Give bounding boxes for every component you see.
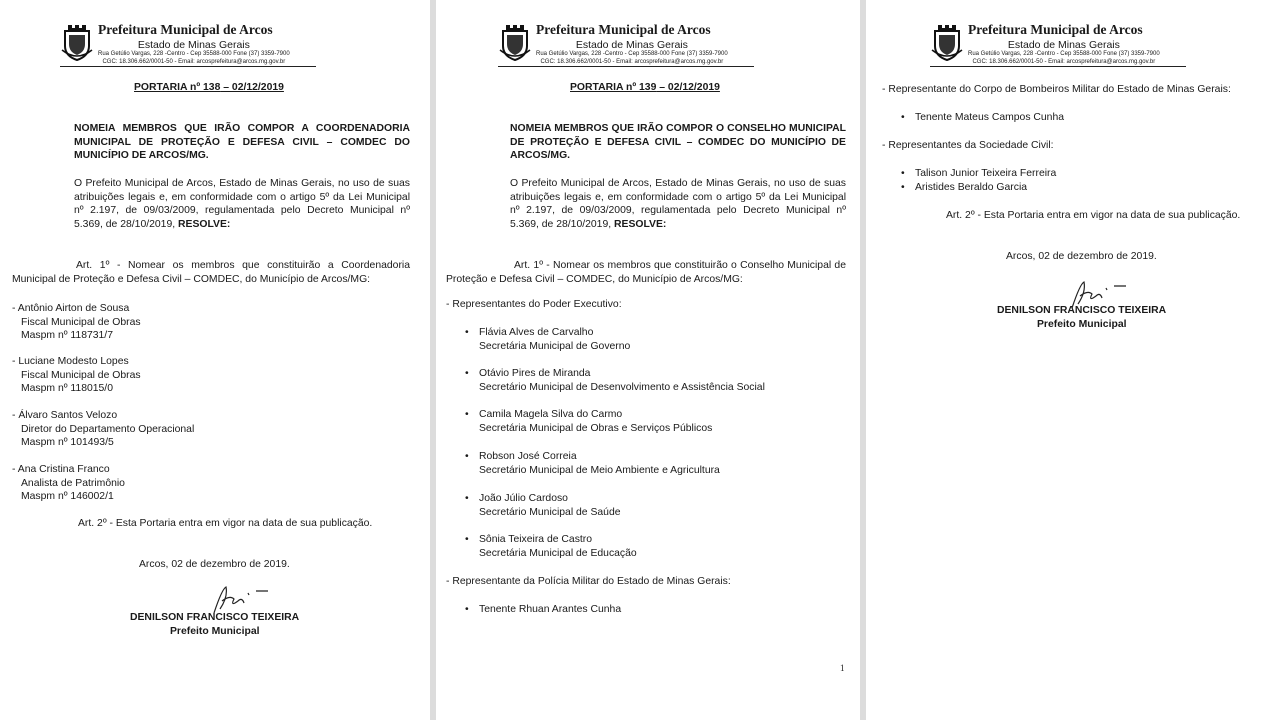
article-2: Art. 2º - Esta Portaria entra em vigor na data de sua publicação. xyxy=(78,518,373,529)
member-item: • Robson José Correia Secretário Municipal de Meio Ambiente e Agricultura xyxy=(479,450,720,477)
letterhead-contact: CGC: 18.306.662/0001-50 - Email: arcosprefeitura@arcos.mg.gov.br xyxy=(540,58,724,65)
letterhead-rule xyxy=(498,66,754,67)
exec-heading: - Representantes do Poder Executivo: xyxy=(446,299,622,310)
civil-heading: - Representantes da Sociedade Civil: xyxy=(882,140,1054,151)
page-number: 1 xyxy=(840,663,845,673)
letterhead-address: Rua Getúlio Vargas, 228 -Centro - Cep 35588-000 Fone (37) 3359-7900 xyxy=(98,51,290,57)
letterhead-rule xyxy=(60,66,316,67)
signer-name: DENILSON FRANCISCO TEIXEIRA xyxy=(997,305,1167,316)
signer-role: Prefeito Municipal xyxy=(170,626,260,637)
letterhead-address: Rua Getúlio Vargas, 228 -Centro - Cep 35588-000 Fone (37) 3359-7900 xyxy=(968,51,1160,57)
letterhead-address: Rua Getúlio Vargas, 228 -Centro - Cep 35588-000 Fone (37) 3359-7900 xyxy=(536,51,728,57)
coat-of-arms-icon xyxy=(60,22,94,62)
document-page-1 xyxy=(0,0,430,720)
signer-role: Prefeito Municipal xyxy=(1037,319,1127,330)
article-2: Art. 2º - Esta Portaria entra em vigor na data de sua publicação. xyxy=(946,210,1241,221)
letterhead-contact: CGC: 18.306.662/0001-50 - Email: arcosprefeitura@arcos.mg.gov.br xyxy=(102,58,286,65)
place-date: Arcos, 02 de dezembro de 2019. xyxy=(1006,251,1157,262)
place-date: Arcos, 02 de dezembro de 2019. xyxy=(139,559,290,570)
ementa: NOMEIA MEMBROS QUE IRÃO COMPOR A COORDENADORIA MUNICIPAL DE PROTEÇÃO E DEFESA CIVIL – COMDEC DO MUNICÍPIO DE ARCOS/MG. xyxy=(74,123,410,162)
member-item: - Álvaro Santos Velozo Diretor do Departamento Operacional Maspm nº 101493/5 xyxy=(12,410,195,449)
letterhead-subtitle: Estado de Minas Gerais xyxy=(1007,39,1120,51)
member-item: • Tenente Mateus Campos Cunha xyxy=(915,111,1064,125)
fire-heading: - Representante do Corpo de Bombeiros Militar do Estado de Minas Gerais: xyxy=(882,84,1231,95)
letterhead-subtitle: Estado de Minas Gerais xyxy=(137,39,250,51)
member-item: • Tenente Rhuan Arantes Cunha xyxy=(479,603,621,617)
document-page-3 xyxy=(866,0,1280,720)
coat-of-arms-icon xyxy=(498,22,532,62)
article-1: Art. 1º - Nomear os membros que constituirão o Conselho Municipal de Proteção e Defesa Civil – COMDEC, do Município de Arcos/MG: xyxy=(446,260,846,285)
letterhead-rule xyxy=(930,66,1186,67)
letterhead-title: Prefeitura Municipal de Arcos xyxy=(536,22,711,37)
member-item: • Aristides Beraldo Garcia xyxy=(915,181,1027,195)
police-heading: - Representante da Polícia Militar do Estado de Minas Gerais: xyxy=(446,576,731,587)
letterhead-title: Prefeitura Municipal de Arcos xyxy=(968,22,1143,37)
member-item: - Ana Cristina Franco Analista de Patrimônio Maspm nº 146002/1 xyxy=(12,464,125,503)
member-item: • Camila Magela Silva do Carmo Secretária Municipal de Obras e Serviços Públicos xyxy=(479,408,712,435)
preamble: O Prefeito Municipal de Arcos, Estado de Minas Gerais, no uso de suas atribuições legais e, em conformidade com o artigo 5º da Lei Municipal nº 2.197, de 09/03/2009, regulamentada pelo Decreto Municipal nº 5.369, de 28/10/2019, RESOLVE: xyxy=(74,178,410,230)
letterhead-subtitle: Estado de Minas Gerais xyxy=(575,39,688,51)
signer-name: DENILSON FRANCISCO TEIXEIRA xyxy=(130,612,300,623)
portaria-title: PORTARIA nº 138 – 02/12/2019 xyxy=(134,82,284,93)
member-item: • Sônia Teixeira de Castro Secretária Municipal de Educação xyxy=(479,533,637,560)
preamble: O Prefeito Municipal de Arcos, Estado de Minas Gerais, no uso de suas atribuições legais e, em conformidade com o artigo 5º da Lei Municipal nº 2.197, de 09/03/2009, regulamentada pelo Decreto Municipal nº 5.369, de 28/10/2019, RESOLVE: xyxy=(510,178,846,230)
coat-of-arms-icon xyxy=(930,22,964,62)
member-item: • Flávia Alves de Carvalho Secretária Municipal de Governo xyxy=(479,326,630,353)
member-item: - Luciane Modesto Lopes Fiscal Municipal de Obras Maspm nº 118015/0 xyxy=(12,356,141,395)
portaria-title: PORTARIA nº 139 – 02/12/2019 xyxy=(570,82,720,93)
member-item: • Talison Junior Teixeira Ferreira xyxy=(915,167,1056,181)
document-page-2 xyxy=(436,0,860,720)
member-item: - Antônio Airton de Sousa Fiscal Municipal de Obras Maspm nº 118731/7 xyxy=(12,303,141,342)
letterhead-contact: CGC: 18.306.662/0001-50 - Email: arcosprefeitura@arcos.mg.gov.br xyxy=(972,58,1156,65)
member-item: • João Júlio Cardoso Secretário Municipal de Saúde xyxy=(479,492,621,519)
member-item: • Otávio Pires de Miranda Secretário Municipal de Desenvolvimento e Assistência Social xyxy=(479,367,765,394)
article-1: Art. 1º - Nomear os membros que constituirão a Coordenadoria Municipal de Proteção e Defesa Civil – COMDEC, do Município de Arcos/MG: xyxy=(12,260,410,285)
letterhead-title: Prefeitura Municipal de Arcos xyxy=(98,22,273,37)
ementa: NOMEIA MEMBROS QUE IRÃO COMPOR O CONSELHO MUNICIPAL DE PROTEÇÃO E DEFESA CIVIL – COMDEC DO MUNICÍPIO DE ARCOS/MG. xyxy=(510,123,846,162)
